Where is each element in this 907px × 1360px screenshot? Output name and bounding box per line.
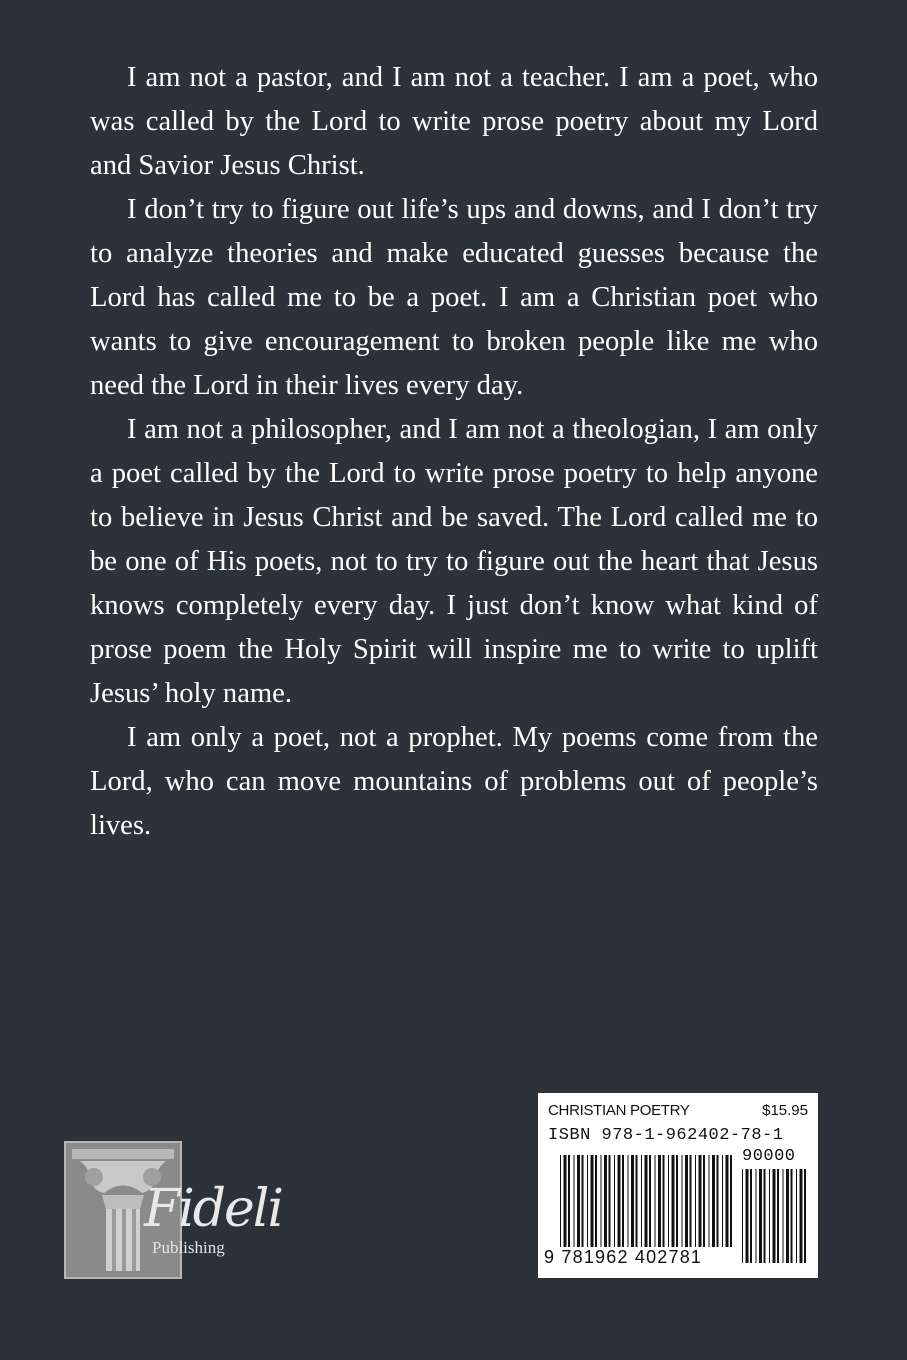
barcode-bar [717,1155,719,1247]
barcode-bar [742,1169,743,1263]
barcode-bar [668,1155,669,1247]
barcode-bar [595,1155,597,1247]
barcode-bar [769,1169,770,1263]
barcode-bar [726,1155,729,1247]
book-price: $15.95 [762,1102,808,1119]
barcode-bar [703,1155,705,1247]
barcode-bar [568,1155,570,1247]
barcode-bar [695,1155,696,1247]
barcode-bar [609,1155,611,1247]
barcode-bar [804,1169,806,1263]
blurb-paragraph: I am not a philosopher, and I am not a theologian, I am only a poet called by the Lord to write prose poetry to help anyone to believe in Jesus Christ and be saved. The Lord called me to be one of His poets, not to try to figure out the heart that Jesus knows completely every day. I just don’t know what kind of prose poem the Holy Spirit will inspire me to write to uplift Jesus’ holy name. [90,414,818,709]
barcode-bar [631,1155,634,1247]
barcode-bar [800,1169,803,1263]
publisher-logo [64,1141,283,1281]
price-addon-code: 90000 [742,1147,796,1166]
barcode-bar [796,1169,797,1263]
book-category: CHRISTIAN POETRY [548,1102,690,1119]
barcode-bar [699,1155,702,1247]
barcode-bar [786,1169,789,1263]
barcode-bar [658,1155,661,1247]
barcode-bar [712,1155,715,1247]
barcode-bar [587,1155,588,1247]
barcode-bar [622,1155,624,1247]
barcode-bar [577,1155,580,1247]
ean-digits: 9 781962 402781 [544,1247,703,1267]
barcode-bar [591,1155,594,1247]
barcode-bar [759,1169,762,1263]
barcode-bar [618,1155,621,1247]
barcode-bar [614,1155,615,1247]
barcode-bar [564,1155,567,1247]
barcode-bar [690,1155,692,1247]
barcode-bar [756,1169,757,1263]
barcode-bar [601,1155,602,1247]
barcode-bar [663,1155,665,1247]
barcode-bar [777,1169,779,1263]
barcode-bar [682,1155,683,1247]
barcode-bar [764,1169,766,1263]
blurb-paragraph: I don’t try to figure out life’s ups and downs, and I don’t try to analyze theories and make educated guesses because the Lord has called me to be a poet. I am a Christian poet who wants to give encouragement to broken people like me who need the Lord in their lives every day. [90,194,818,401]
barcode-bar [676,1155,678,1247]
barcode-bar [746,1169,749,1263]
barcode-bar [636,1155,638,1247]
barcode-bar [560,1155,561,1247]
barcode-bar [604,1155,607,1247]
barcode-bar [649,1155,651,1247]
publisher-name-script: Fideli [144,1179,283,1239]
barcode-bar [582,1155,584,1247]
barcode-bar [672,1155,675,1247]
barcode-bar [730,1155,732,1247]
barcode-bar [574,1155,575,1247]
barcode-bar [641,1155,642,1247]
barcode-bar [709,1155,710,1247]
isbn-barcode-box [538,1093,818,1278]
publisher-name-sub: Publishing [152,1238,225,1257]
barcode-bar [685,1155,688,1247]
barcode-bar [655,1155,656,1247]
barcode-bar [645,1155,648,1247]
barcode-bar [750,1169,752,1263]
isbn-text: ISBN 978-1-962402-78-1 [548,1126,784,1145]
barcode-bar [722,1155,723,1247]
barcode-bar [791,1169,793,1263]
blurb-paragraph: I am not a pastor, and I am not a teacher. I am a poet, who was called by the Lord to write prose poetry about my Lord and Savior Jesus Christ. [90,62,818,181]
blurb-paragraph: I am only a poet, not a prophet. My poems come from the Lord, who can move mountains of problems out of people’s lives. [90,722,818,841]
barcode-bar [773,1169,776,1263]
back-cover-blurb [90,56,818,848]
barcode-bar [783,1169,784,1263]
barcode-bar [628,1155,629,1247]
